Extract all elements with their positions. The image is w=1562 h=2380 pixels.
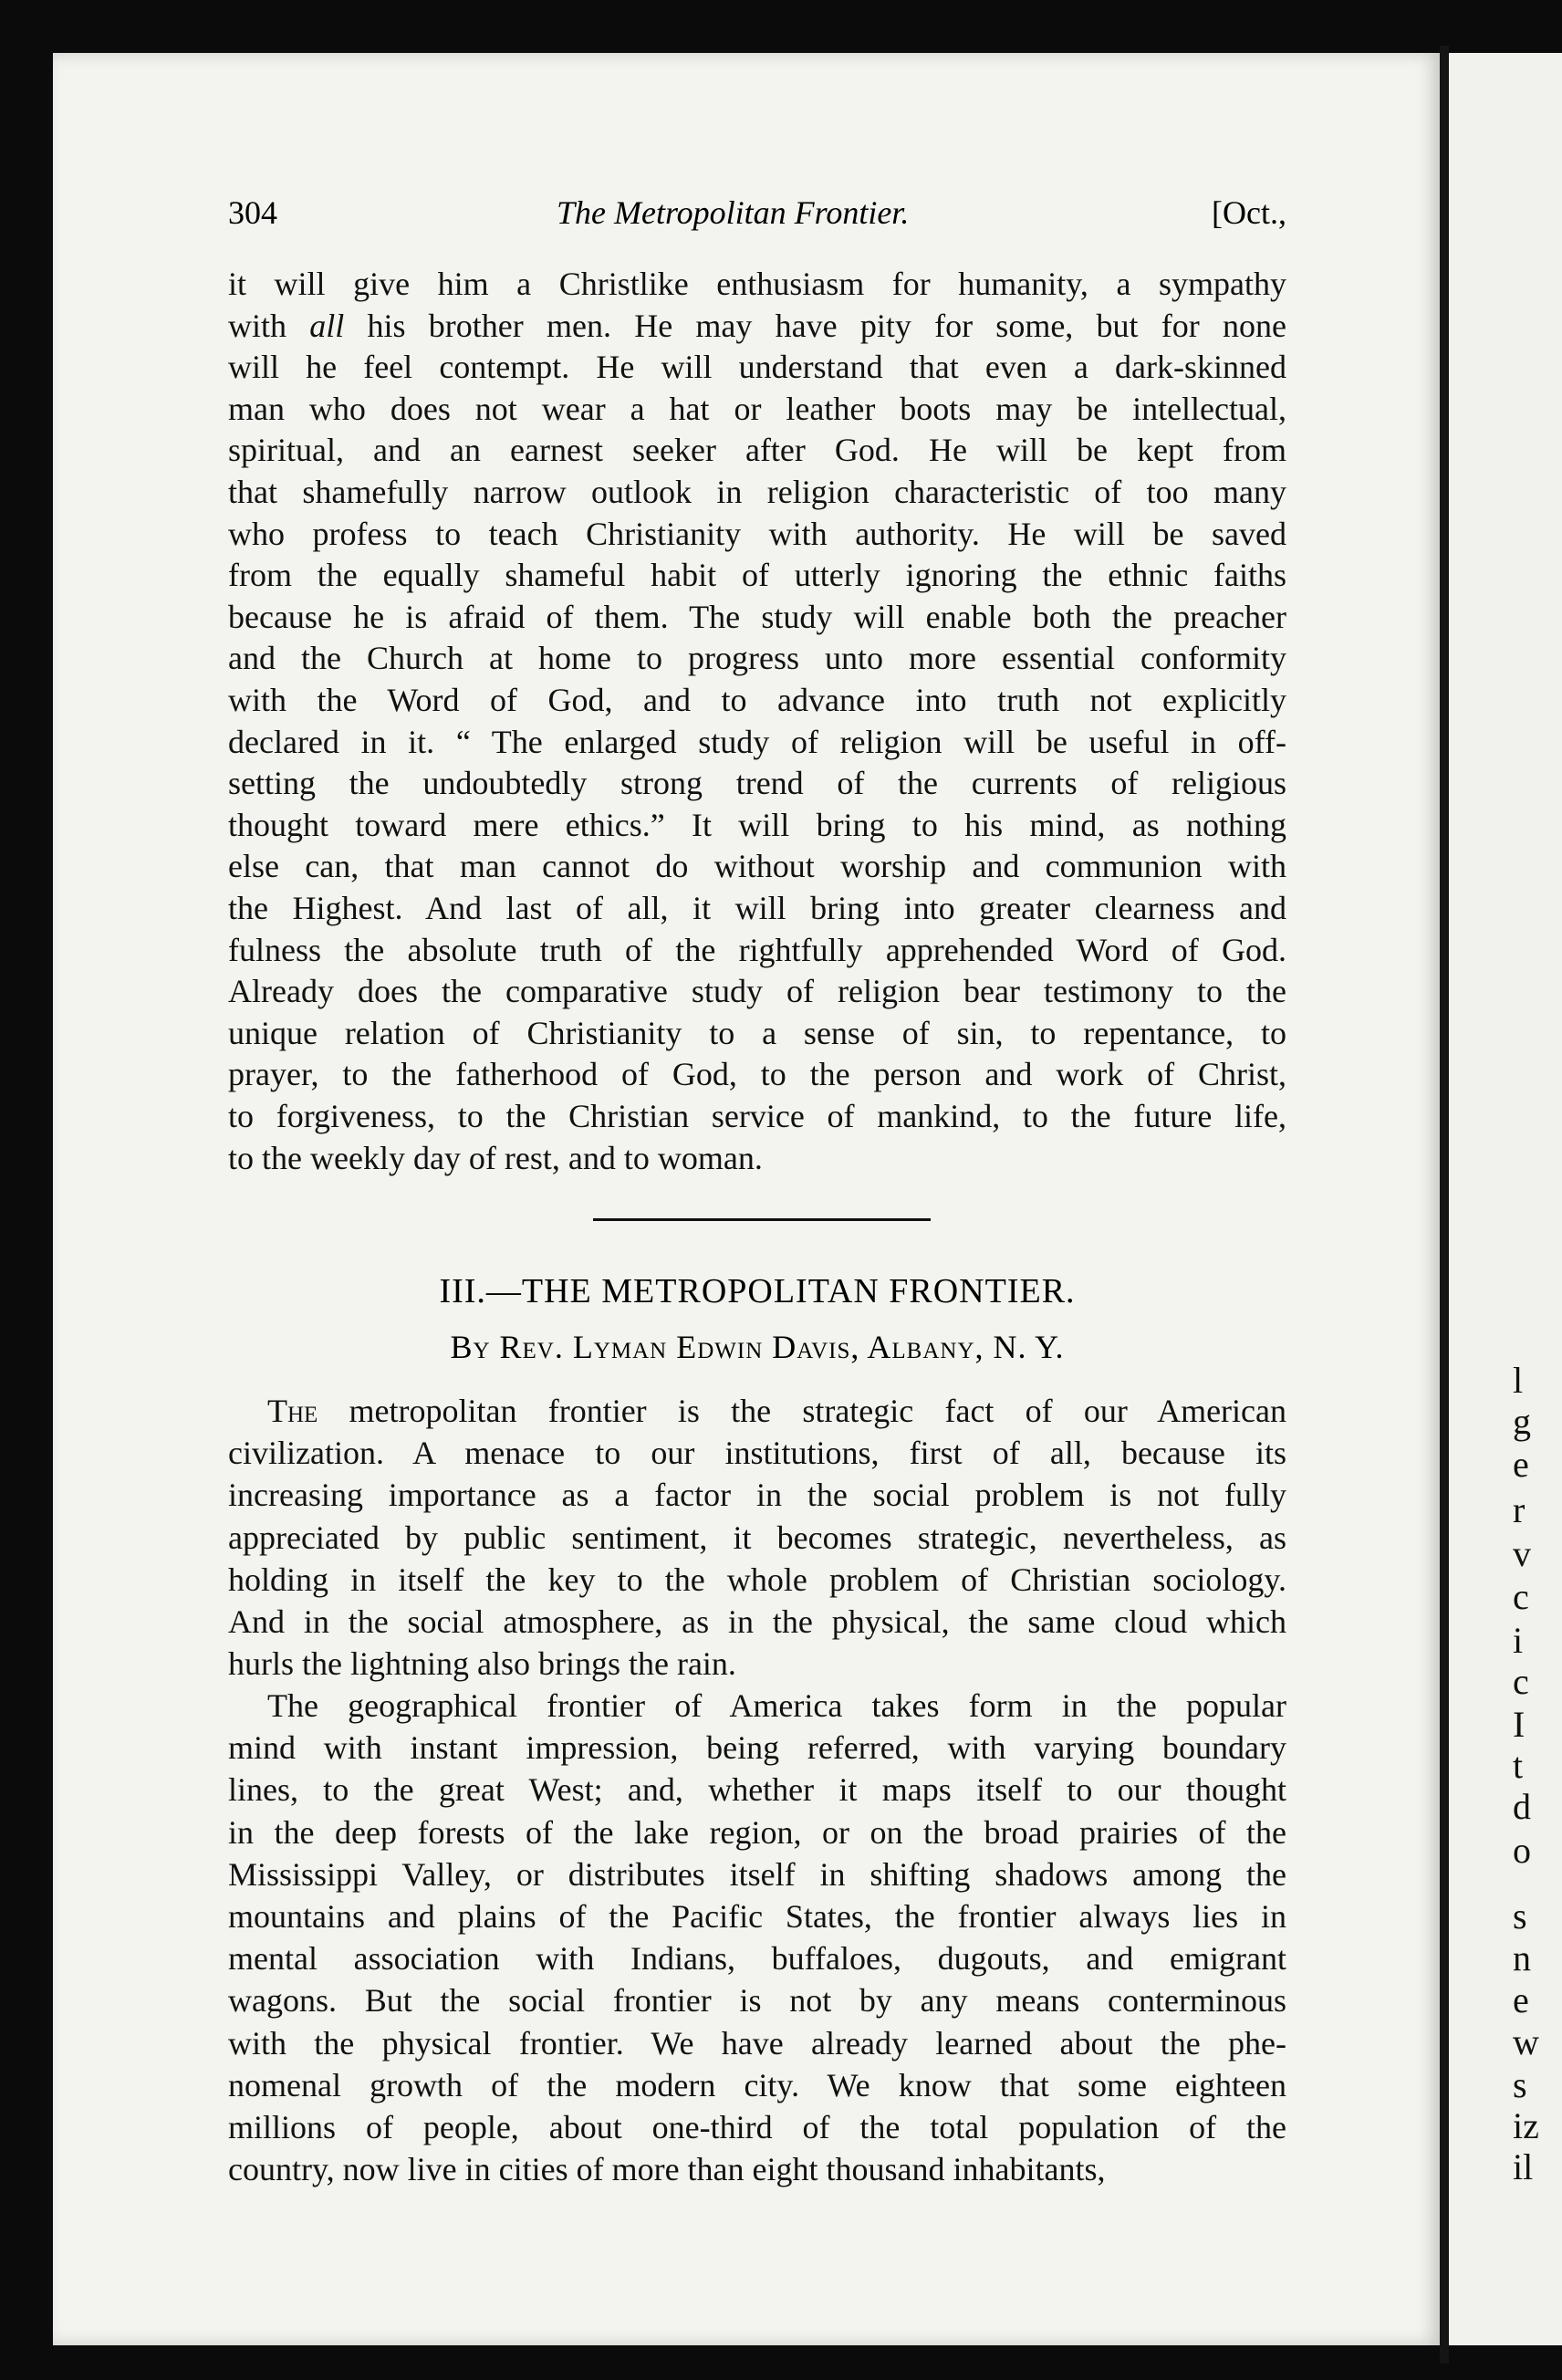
line-text: millions of people, about one-third of the total population of the <box>228 2109 1286 2145</box>
facing-page-letter: i <box>1513 1620 1524 1661</box>
page-gutter <box>1440 46 1449 2364</box>
line-text: Mississippi Valley, or distributes itself in shifting shadows among the <box>228 1855 1286 1893</box>
line-text: the Highest. And last of all, it will bring into greater clearness and <box>228 890 1286 926</box>
text-line <box>228 473 1286 511</box>
page-number: 304 <box>228 194 277 231</box>
line-text: setting the undoubtedly strong trend of the currents of religious <box>228 765 1286 802</box>
facing-page-edge <box>1449 53 1562 2345</box>
text-line <box>228 1139 1286 1177</box>
text-line <box>228 2024 1286 2062</box>
text-line <box>228 931 1286 969</box>
line-text: declared in it. “ The enlarged study of religion will be useful in off- <box>228 723 1286 760</box>
line-text: lines, to the great West; and, whether it maps itself to our thought <box>228 1771 1286 1809</box>
running-title: The Metropolitan Frontier. <box>557 194 910 231</box>
facing-page-letter: n <box>1513 1937 1531 1978</box>
text-line <box>228 1519 1286 1557</box>
text-line <box>228 1939 1286 1978</box>
text-line <box>228 2066 1286 2104</box>
text-line <box>228 1770 1286 1809</box>
text-line <box>228 1855 1286 1894</box>
text-line <box>228 1434 1286 1472</box>
facing-page-letter: s <box>1513 2064 1527 2105</box>
running-head <box>228 193 1286 245</box>
small-caps-lead: The <box>267 1393 318 1429</box>
facing-page-letter: l <box>1513 1360 1524 1401</box>
line-text: with the physical frontier. We have already learned about the phe- <box>228 2024 1286 2062</box>
facing-page-letter: g <box>1513 1401 1531 1442</box>
facing-page-letter: d <box>1513 1786 1531 1827</box>
line-text: will he feel contempt. He will understand that even a dark-skinned <box>228 349 1286 386</box>
text-line <box>228 847 1286 885</box>
text-line <box>228 1644 1286 1683</box>
text-line <box>228 1686 1286 1725</box>
byline <box>228 1328 1286 1366</box>
text-line <box>228 1476 1286 1514</box>
line-text: The geographical frontier of America takes form in the popular <box>267 1687 1286 1724</box>
text-line <box>228 1897 1286 1936</box>
line-text: nomenal growth of the modern city. We know that some eighteen <box>228 2066 1286 2103</box>
line-text: mental association with Indians, buffaloes, dugouts, and emigrant <box>228 1940 1286 1978</box>
facing-page-letter: c <box>1513 1661 1529 1702</box>
text-line <box>228 1014 1286 1052</box>
facing-page-letter: il <box>1513 2146 1534 2187</box>
line-text: mind with instant impression, being referred, with varying boundary <box>228 1729 1286 1767</box>
text-line <box>228 431 1286 469</box>
section-heading: III.—THE METROPOLITAN FRONTIER. <box>439 1272 1076 1310</box>
line-text: unique relation of Christianity to a sense of sin, to repentance, to <box>228 1014 1286 1051</box>
line-text: mountains and plains of the Pacific States, the frontier always lies in <box>228 1898 1286 1935</box>
text-line <box>228 764 1286 802</box>
text-line <box>228 307 1286 345</box>
line-text: in the deep forests of the lake region, or on the broad prairies of the <box>228 1813 1286 1851</box>
line-text: fulness the absolute truth of the rightfully apprehended Word of God. <box>228 931 1286 968</box>
text-line <box>228 806 1286 844</box>
text-line <box>228 1981 1286 2020</box>
line-text: metropolitan frontier is the strategic fact of our American <box>318 1393 1286 1429</box>
facing-page-letter: I <box>1513 1704 1526 1745</box>
line-text: to the weekly day of rest, and to woman. <box>228 1139 763 1176</box>
text-line <box>228 723 1286 761</box>
line-text: and the Church at home to progress unto more essential conformity <box>228 640 1286 677</box>
line-text: wagons. But the social frontier is not by any means conterminous <box>228 1982 1286 2020</box>
line-text: prayer, to the fatherhood of God, to the person and work of Christ, <box>228 1056 1286 1093</box>
text-line <box>228 348 1286 386</box>
line-text: else can, that man cannot do without worship and communion with <box>228 848 1286 885</box>
line-text: who profess to teach Christianity with authority. He will be saved <box>228 515 1286 552</box>
text-line <box>228 556 1286 594</box>
line-text: with <box>228 307 310 344</box>
line-text: from the equally shameful habit of utterly ignoring the ethnic faiths <box>228 557 1286 594</box>
text-line <box>228 1561 1286 1599</box>
text-line <box>228 1728 1286 1767</box>
text-line <box>228 2108 1286 2146</box>
text-line <box>228 390 1286 428</box>
text-line <box>228 1097 1286 1135</box>
text-line <box>228 515 1286 553</box>
text-line <box>228 1602 1286 1641</box>
line-text: increasing importance as a factor in the social problem is not fully <box>228 1477 1286 1514</box>
line-text: holding in itself the key to the whole problem of Christian sociology. <box>228 1561 1286 1598</box>
text-line <box>228 1813 1286 1852</box>
facing-page-letter: c <box>1513 1576 1529 1617</box>
line-text: with the Word of God, and to advance into truth not explicitly <box>228 682 1286 718</box>
byline-author: By Rev. Lyman Edwin Davis, <box>450 1329 868 1365</box>
text-line <box>228 972 1286 1010</box>
text-line <box>228 1055 1286 1093</box>
running-month: [Oct., <box>1212 194 1286 231</box>
facing-page-letter: s <box>1513 1895 1527 1936</box>
text-line <box>228 265 1286 303</box>
facing-page-letter: o <box>1513 1830 1531 1871</box>
text-line <box>228 681 1286 719</box>
facing-page-letter: w <box>1513 2021 1539 2062</box>
section-divider <box>593 1218 931 1221</box>
text-line <box>228 639 1286 677</box>
line-text: because he is afraid of them. The study will enable both the preacher <box>228 598 1286 635</box>
facing-page-letter: e <box>1513 1444 1529 1485</box>
line-text: it will give him a Christlike enthusiasm for humanity, a sympathy <box>228 266 1286 302</box>
facing-page-letter: iz <box>1513 2105 1539 2146</box>
facing-page-letter: v <box>1513 1533 1531 1574</box>
facing-page-letter: t <box>1513 1745 1524 1786</box>
line-text: country, now live in cities of more than eight thousand inhabitants, <box>228 2151 1106 2188</box>
line-text: thought toward mere ethics.” It will bring to his mind, as nothing <box>228 806 1286 843</box>
line-text: And in the social atmosphere, as in the physical, the same cloud which <box>228 1603 1286 1640</box>
emphasis: all <box>309 307 345 344</box>
line-text: appreciated by public sentiment, it becomes strategic, nevertheless, as <box>228 1519 1286 1556</box>
line-text: his brother men. He may have pity for some, but for none <box>344 307 1286 344</box>
text-line <box>228 1392 1286 1430</box>
text-line <box>228 889 1286 927</box>
line-text: civilization. A menace to our institutions, first of all, because its <box>228 1435 1286 1472</box>
text-line <box>228 598 1286 636</box>
line-text: man who does not wear a hat or leather boots may be intellectual, <box>228 390 1286 427</box>
text-line <box>228 2150 1286 2188</box>
byline-place: Albany, N. Y. <box>867 1329 1065 1365</box>
facing-page-letter: r <box>1513 1489 1526 1530</box>
line-text: Already does the comparative study of religion bear testimony to the <box>228 973 1286 1010</box>
line-text: that shamefully narrow outlook in religion characteristic of too many <box>228 474 1286 510</box>
line-text: spiritual, and an earnest seeker after God. He will be kept from <box>228 432 1286 469</box>
line-text: hurls the lightning also brings the rain. <box>228 1645 736 1683</box>
facing-page-letter: e <box>1513 1979 1529 2020</box>
line-text: to forgiveness, to the Christian service of mankind, to the future life, <box>228 1098 1286 1134</box>
